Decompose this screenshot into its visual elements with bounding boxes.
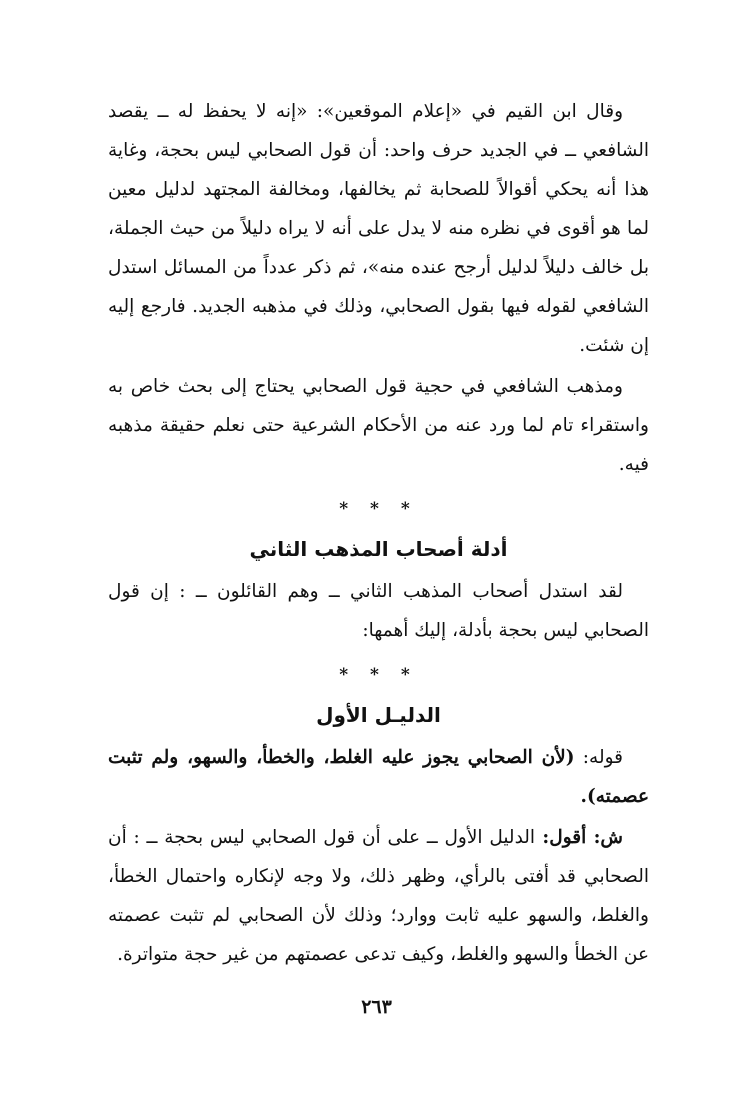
paragraph-sharh: [108, 818, 649, 974]
section-separator: * * *: [339, 665, 418, 685]
paragraph-shafii-madhhab: ومذهب الشافعي في حجية قول الصحابي يحتاج إلى بحث خاص به واستقراء تام لما ورد عنه من الأحكام الشرعية حتى نعلم حقيقة مذهبه فيه.: [108, 376, 649, 475]
paragraph-ibn-qayyim-quote: وقال ابن القيم في «إعلام الموقعين»: «إنه لا يحفظ له ــ يقصد الشافعي ــ في الجديد حرف واحد: أن قول الصحابي ليس بحجة، وغاية هذا أنه يحكي أقوالاً للصحابة ثم يخالفها، ومخالفة المجتهد لدليل معين لما هو أقوى في نظره منه لا يدل على أنه لا يراه دليلاً من حيث الجملة، بل خالف دليلاً لدليل أرجح عنده منه»، ثم ذكر عدداً من المسائل استدل الشافعي لقوله فيها بقول الصحابي، وذلك في مذهبه الجديد. فارجع إليه إن شئت.: [108, 101, 649, 356]
page-number: ٢٦٣: [361, 996, 392, 1018]
sharh-lead: ش: أقول:: [535, 827, 623, 848]
section-heading-first-evidence: الدليـل الأول: [316, 703, 441, 727]
paragraph-intro-evidence: لقد استدل أصحاب المذهب الثاني ــ وهم القائلون ــ : إن قول الصحابي ليس بحجة بأدلة، إليك أهمها:: [108, 581, 649, 641]
sharh-text: الدليل الأول ــ على أن قول الصحابي ليس بحجة ــ : أن الصحابي قد أفتى بالرأي، وظهر ذلك، ولا وجه لإنكاره واحتمال الخطأ، والغلط، والسهو عليه ثابت ووارد؛ وذلك لأن الصحابي لم تثبت عصمته عن الخطأ والسهو والغلط، وكيف تدعى عصمتهم من غير حجة متواترة.: [108, 827, 649, 965]
section-separator: * * *: [339, 499, 418, 519]
section-heading-second-school-evidence: أدلة أصحاب المذهب الثاني: [249, 537, 508, 561]
matn-text: (لأن الصحابي يجوز عليه الغلط، والخطأ، والسهو، ولم تثبت عصمته).: [108, 747, 649, 807]
paragraph-matn-quote: [108, 738, 649, 816]
matn-lead: قوله:: [574, 747, 623, 768]
